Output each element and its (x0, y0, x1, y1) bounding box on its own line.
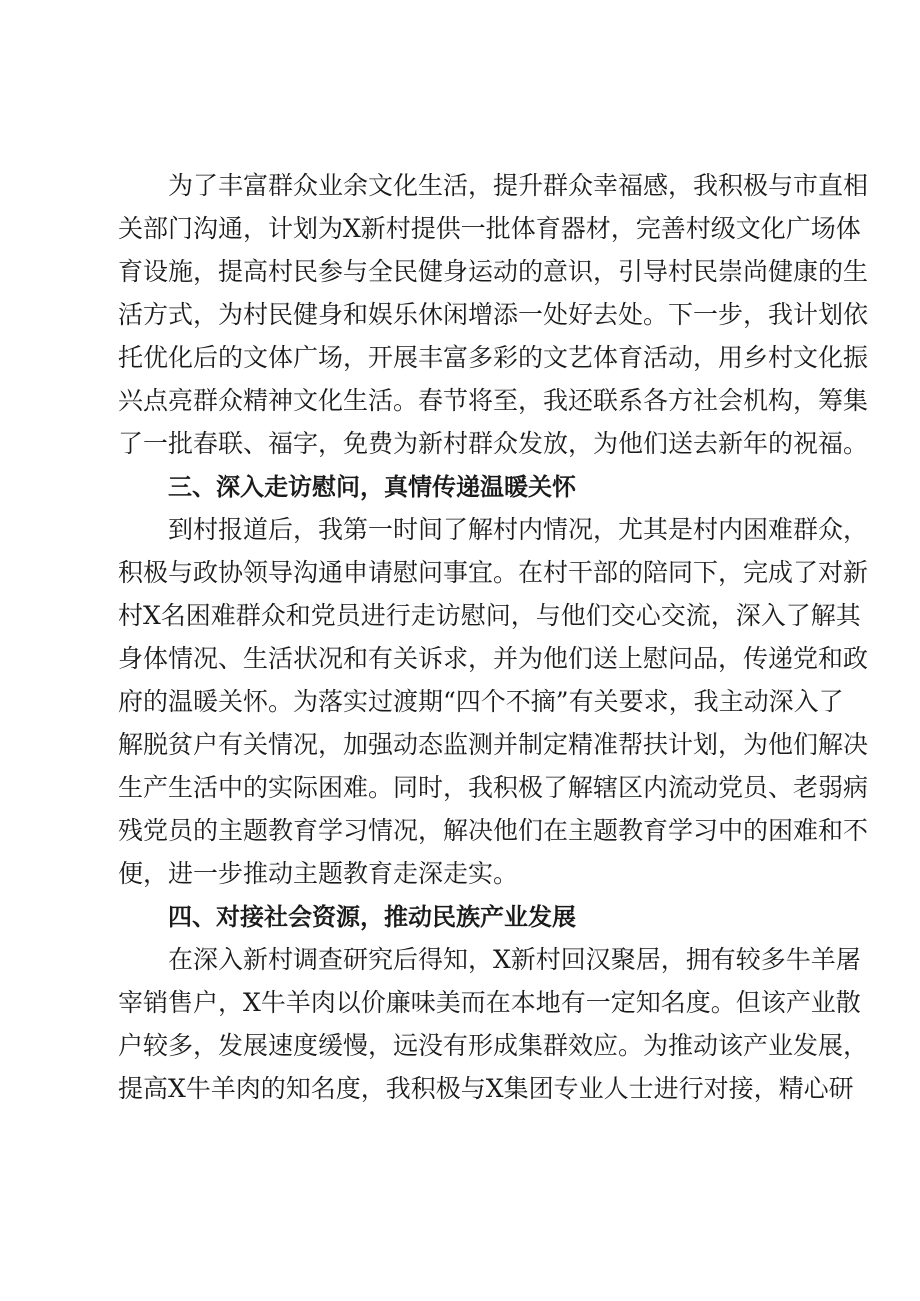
paragraph-3-line-1: 在深入新村调查研究后得知，X新村回汉聚居，拥有较多牛羊屠 (168, 945, 861, 974)
paragraph-3-line-2: 宰销售户，X牛羊肉以价廉味美而在本地有一定知名度。但该产业散 (118, 988, 861, 1017)
paragraph-1-line-2: 关部门沟通，计划为X新村提供一批体育器材，完善村级文化广场体 (118, 214, 861, 243)
paragraph-2-line-5: 府的温暖关怀。为落实过渡期“四个不摘”有关要求，我主动深入了 (118, 687, 844, 716)
section-heading-3: 三、深入走访慰问，真情传递温暖关怀 (168, 473, 576, 501)
paragraph-2-line-9: 便，进一步推动主题教育走深走实。 (118, 859, 519, 888)
paragraph-2-line-7: 生产生活中的实际困难。同时，我积极了解辖区内流动党员、老弱病 (118, 773, 869, 802)
paragraph-3-line-3: 户较多，发展速度缓慢，远没有形成集群效应。为推动该产业发展， (118, 1031, 869, 1060)
paragraph-1-line-4: 活方式，为村民健身和娱乐休闲增添一处好去处。下一步，我计划依 (118, 300, 869, 329)
paragraph-1-line-3: 育设施，提高村民参与全民健身运动的意识，引导村民崇尚健康的生 (118, 257, 869, 286)
paragraph-1-line-7: 了一批春联、福字，免费为新村群众发放，为他们送去新年的祝福。 (118, 429, 869, 458)
paragraph-1-line-1: 为了丰富群众业余文化生活，提升群众幸福感，我积极与市直相 (168, 171, 869, 200)
paragraph-2-line-2: 积极与政协领导沟通申请慰问事宜。在村干部的陪同下，完成了对新 (118, 558, 869, 587)
section-heading-4: 四、对接社会资源，推动民族产业发展 (168, 903, 576, 931)
paragraph-2-line-6: 解脱贫户有关情况，加强动态监测并制定精准帮扶计划，为他们解决 (118, 730, 869, 759)
paragraph-3-line-4: 提高X牛羊肉的知名度，我积极与X集团专业人士进行对接，精心研 (118, 1074, 854, 1103)
paragraph-1-line-6: 兴点亮群众精神文化生活。春节将至，我还联系各方社会机构，筹集 (118, 386, 869, 415)
paragraph-2-line-3: 村X名困难群众和党员进行走访慰问，与他们交心交流，深入了解其 (118, 601, 861, 630)
paragraph-2-line-1: 到村报道后，我第一时间了解村内情况，尤其是村内困难群众， (168, 515, 869, 544)
paragraph-1-line-5: 托优化后的文体广场，开展丰富多彩的文艺体育活动，用乡村文化振 (118, 343, 869, 372)
paragraph-2-line-8: 残党员的主题教育学习情况，解决他们在主题教育学习中的困难和不 (118, 816, 869, 845)
paragraph-2-line-4: 身体情况、生活状况和有关诉求，并为他们送上慰问品，传递党和政 (118, 644, 869, 673)
